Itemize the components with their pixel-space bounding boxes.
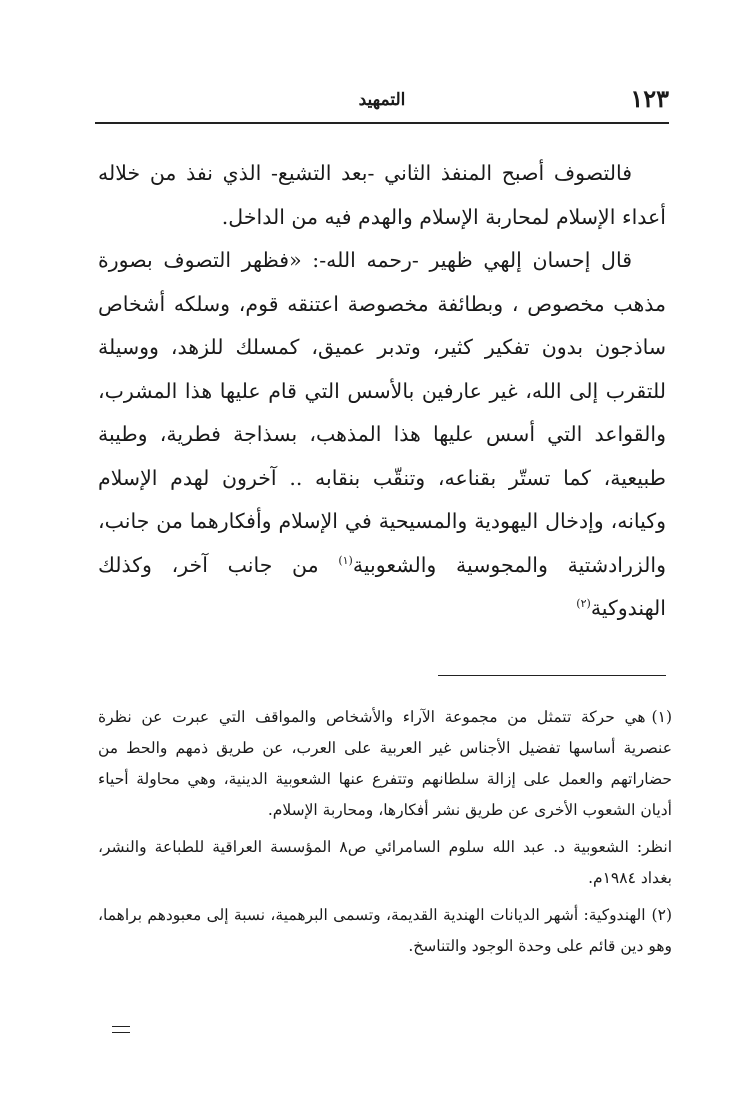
continuation-mark-line-2: [112, 1032, 130, 1033]
footnote-1-text: هي حركة تتمثل من مجموعة الآراء والأشخاص والمواقف التي عبرت عن نظرة عنصرية أساسها تفضيل الأجناس غير العربية على العرب، عن طريق ذمهم والحط من حضاراتهم والعمل على إزالة سلطانهم وتتفرع عنها الشعوبية الدينية، وهي محاولة أحياء أديان الشعوب الأخرى عن طريق نشر أفكارها، ومحاربة الإسلام.: [98, 708, 672, 819]
footnote-1-number: (١): [651, 708, 672, 726]
main-text: [98, 152, 666, 631]
paragraph-2-text: قال إحسان إلهي ظهير -رحمه الله-: «فظهر التصوف بصورة مذهب مخصوص ، وبطائفة مخصوصة اعتنقه قوم، وسلكه أشخاص ساذجون بدون تفكير كثير، وتدبر عميق، كمسلك للزهد، ووسيلة للتقرب إلى الله، غير عارفين بالأسس التي قام عليها هذا المشرب، والقواعد التي أسس عليها هذا المذهب، بسذاجة فطرية، وطيبة طبيعية، كما تستّر بقناعه، وتنقّب بنقابه .. آخرون لهدم الإسلام وكيانه، وإدخال اليهودية والمسيحية في الإسلام وأفكارهما من جانب، والزرادشتية والمجوسية والشعوبية: [98, 248, 666, 577]
continuation-mark-line-1: [112, 1026, 130, 1027]
paragraph-1-text: فالتصوف أصبح المنفذ الثاني -بعد التشيع- الذي نفذ من خلاله أعداء الإسلام لمحاربة الإسلام والهدم فيه من الداخل.: [98, 161, 666, 229]
footnote-ref-2: (٢): [576, 597, 591, 611]
paragraph-2-continuation: من جانب آخر، وكذلك الهندوكية: [98, 552, 666, 620]
footnote-2: [98, 900, 672, 962]
continuation-mark: [112, 1026, 130, 1038]
page-header: [95, 84, 669, 124]
footnotes: [98, 702, 672, 968]
footnote-1-reference: انظر: الشعوبية د. عبد الله سلوم السامرائي ص٨ المؤسسة العراقية للطباعة والنشر، بغداد ١٩٨٤م.: [98, 838, 672, 887]
footnote-1: [98, 702, 672, 826]
running-title: التمهيد: [358, 90, 406, 110]
header-rule: [95, 122, 669, 124]
paragraph-1: [98, 152, 666, 239]
footnote-2-number: (٢): [651, 906, 672, 924]
paragraph-2: [98, 239, 666, 631]
footnote-separator: [438, 675, 666, 676]
footnote-ref-1: (١): [338, 553, 353, 567]
page-number: ١٢٣: [630, 84, 669, 113]
footnote-2-text: الهندوكية: أشهر الديانات الهندية القديمة، وتسمى البرهمية، نسبة إلى معبودهم براهما، وهو دين قائم على وحدة الوجود والتناسخ.: [98, 906, 672, 955]
